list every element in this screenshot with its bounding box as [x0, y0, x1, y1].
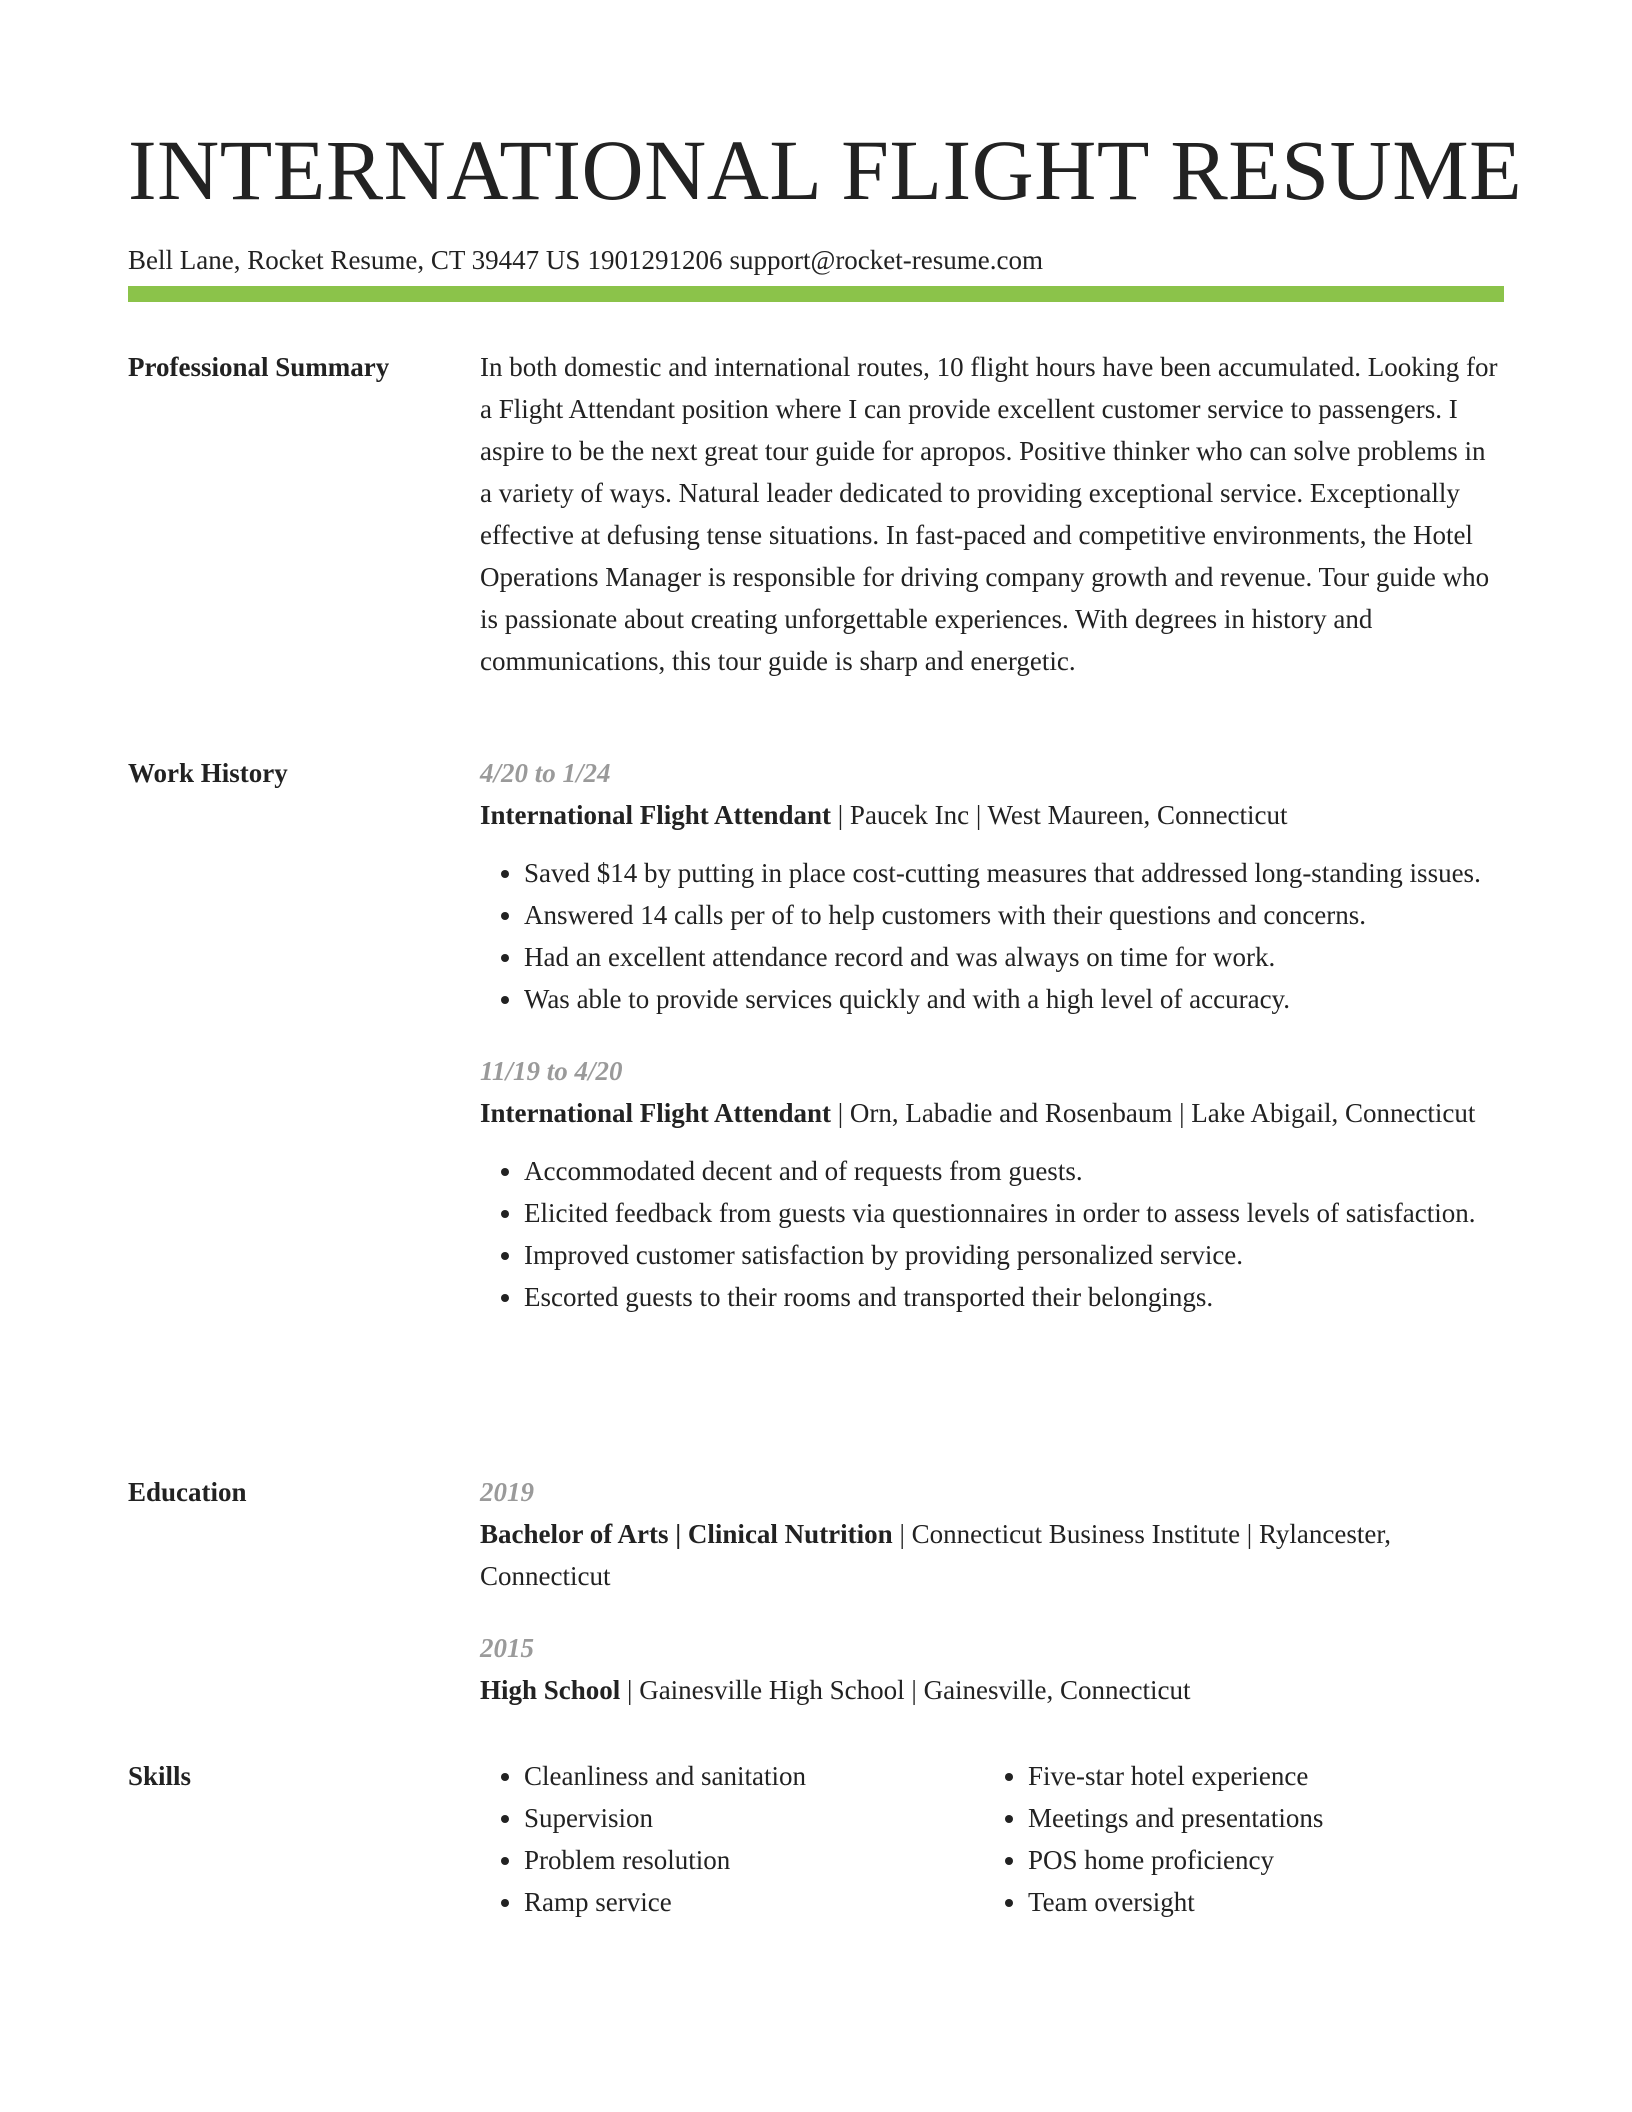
job-dates: 4/20 to 1/24: [480, 758, 611, 788]
section-title-summary: Professional Summary: [128, 352, 390, 382]
education-section: [128, 1471, 1504, 1711]
summary-text: In both domestic and international routes, 10 flight hours have been accumulated. Looking for a Flight Attendant position where I can provide excellent customer service to passengers. I aspire to be the next great tour guide for apropos. Positive thinker who can solve problems in a variety of ways. Natural leader dedicated to providing exceptional service. Exceptionally effective at defusing tense situations. In fast-paced and competitive environments, the Hotel Operations Manager is responsible for driving company growth and revenue. Tour guide who is passionate about creating unforgettable experiences. With degrees in history and communications, this tour guide is sharp and energetic.: [480, 352, 1498, 676]
job-entry: [480, 1050, 1504, 1318]
job-bullet: • Answered 14 calls per of to help customers with their questions and concerns.: [524, 894, 1504, 936]
skills-list-right: [984, 1755, 1488, 1923]
job-bullet: • Elicited feedback from guests via questionnaires in order to assess levels of satisfaction.: [524, 1192, 1504, 1234]
skill-item: • Supervision: [524, 1797, 984, 1839]
job-title: International Flight Attendant: [480, 800, 832, 830]
job-details: | Paucek Inc | West Maureen, Connecticut: [831, 800, 1288, 830]
education-degree: High School: [480, 1675, 621, 1705]
contact-line: [128, 242, 1504, 278]
education-details: | Gainesville High School | Gainesville, Connecticut: [620, 1675, 1191, 1705]
section-title-education: Education: [128, 1477, 247, 1507]
job-bullet: • Was able to provide services quickly and with a high level of accuracy.: [524, 978, 1504, 1020]
skill-item: • Problem resolution: [524, 1839, 984, 1881]
section-title-work-history: Work History: [128, 758, 288, 788]
work-history-section: [128, 752, 1504, 1318]
job-bullets: [480, 1150, 1504, 1318]
skill-item: • Team oversight: [1028, 1881, 1488, 1923]
education-body: [480, 1471, 1504, 1711]
phone: 1901291206: [587, 245, 723, 275]
education-details: | Connecticut Business Institute | Rylancester, Connecticut: [480, 1519, 1392, 1591]
skill-item: • Ramp service: [524, 1881, 984, 1923]
job-dates: 11/19 to 4/20: [480, 1056, 623, 1086]
address: Bell Lane, Rocket Resume, CT 39447 US: [128, 245, 581, 275]
accent-divider: [128, 286, 1504, 302]
skills-body: [480, 1755, 1504, 1923]
education-degree: Bachelor of Arts | Clinical Nutrition: [480, 1519, 893, 1549]
job-bullet: • Escorted guests to their rooms and transported their belongings.: [524, 1276, 1504, 1318]
section-title-skills: Skills: [128, 1761, 192, 1791]
summary-section: [128, 346, 1504, 682]
education-heading: [480, 1669, 1504, 1711]
education-entry: [480, 1627, 1504, 1711]
summary-body: [480, 346, 1504, 682]
resume-header: [128, 118, 1523, 278]
skills-list-left: [480, 1755, 984, 1923]
job-entry: [480, 752, 1504, 1020]
job-bullet: • Accommodated decent and of requests from guests.: [524, 1150, 1504, 1192]
job-heading: [480, 794, 1504, 836]
job-bullets: [480, 852, 1504, 1020]
skill-item: • POS home proficiency: [1028, 1839, 1488, 1881]
skill-item: • Meetings and presentations: [1028, 1797, 1488, 1839]
education-entry: [480, 1471, 1504, 1597]
email: support@rocket-resume.com: [729, 245, 1043, 275]
skill-item: • Five-star hotel experience: [1028, 1755, 1488, 1797]
job-heading: [480, 1092, 1504, 1134]
work-history-body: [480, 752, 1504, 1318]
education-heading: [480, 1513, 1504, 1597]
job-details: | Orn, Labadie and Rosenbaum | Lake Abigail, Connecticut: [831, 1098, 1476, 1128]
education-year: 2015: [480, 1633, 534, 1663]
education-year: 2019: [480, 1477, 534, 1507]
job-bullet: • Had an excellent attendance record and was always on time for work.: [524, 936, 1504, 978]
resume-title: INTERNATIONAL FLIGHT RESUME: [128, 122, 1523, 218]
skills-columns: [480, 1755, 1504, 1923]
skills-section: [128, 1755, 1504, 1923]
skill-item: • Cleanliness and sanitation: [524, 1755, 984, 1797]
job-bullet: • Saved $14 by putting in place cost-cutting measures that addressed long-standing issues.: [524, 852, 1504, 894]
job-bullet: • Improved customer satisfaction by providing personalized service.: [524, 1234, 1504, 1276]
job-title: International Flight Attendant: [480, 1098, 832, 1128]
